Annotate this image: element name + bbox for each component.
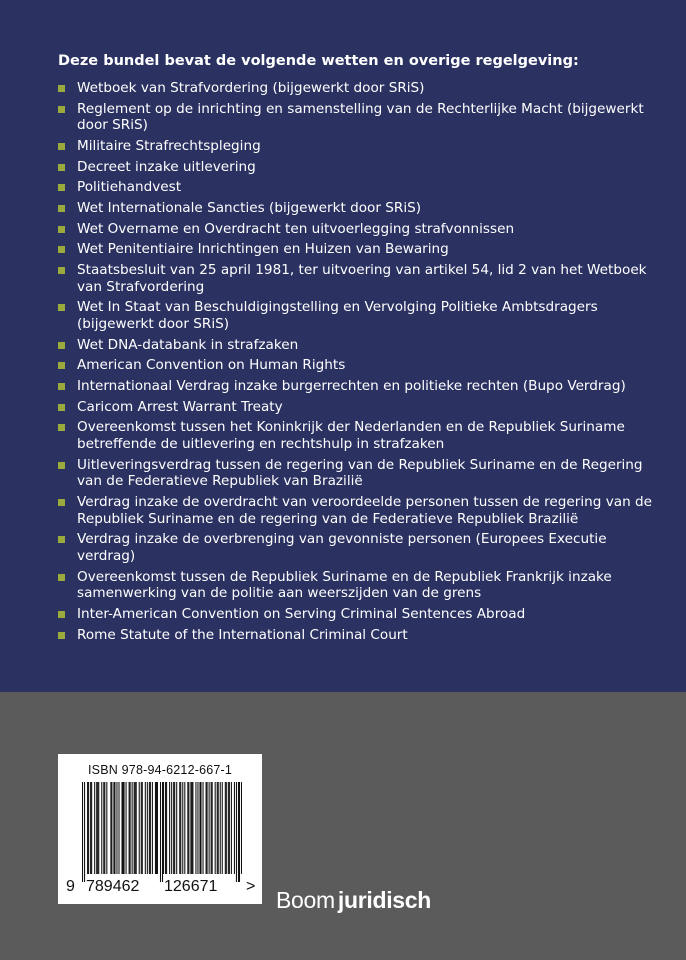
square-bullet-icon	[58, 611, 65, 618]
list-item-text: Caricom Arrest Warrant Treaty	[77, 398, 283, 415]
list-item-text: Decreet inzake uitlevering	[77, 158, 256, 175]
barcode-bar	[123, 782, 124, 874]
barcode-bar	[238, 782, 239, 882]
barcode-bar	[182, 782, 183, 874]
barcode-bar	[165, 782, 166, 874]
barcode-bar	[171, 782, 172, 874]
square-bullet-icon	[58, 143, 65, 150]
barcode-bar	[147, 782, 148, 874]
barcode-bar	[141, 782, 142, 874]
list-item-text: Wet Overname en Overdracht ten uitvoerlegging strafvonnissen	[77, 220, 515, 237]
list-item	[58, 399, 658, 416]
barcode-bar	[187, 782, 188, 874]
barcode-bar	[212, 782, 213, 874]
square-bullet-icon	[58, 246, 65, 253]
barcode-bar	[103, 782, 104, 874]
list-item	[58, 80, 658, 97]
barcode-bar	[218, 782, 219, 874]
barcode-bar	[82, 782, 83, 882]
list-item-text: Verdrag inzake de overdracht van veroordeelde personen tussen de regering van de Republiek Suriname en de regering van de Federatieve Republiek Brazilië	[77, 493, 652, 527]
barcode-bar	[135, 782, 136, 874]
barcode-bar	[116, 782, 117, 874]
barcode-bar	[88, 782, 89, 874]
list-item-text: Wet In Staat van Beschuldigingstelling en Vervolging Politieke Ambtsdragers (bijgewerkt door SRiS)	[77, 299, 598, 332]
barcode-bar	[222, 782, 223, 874]
barcode-bar	[91, 782, 92, 874]
list-item	[58, 494, 658, 527]
list-item	[58, 241, 658, 258]
barcode-bar	[156, 782, 157, 874]
list-item-text: Verdrag inzake de overbrenging van gevonniste personen (Europees Executie verdrag)	[77, 531, 607, 564]
barcode-bars	[82, 782, 242, 882]
barcode-bar	[124, 782, 125, 874]
square-bullet-icon	[58, 383, 65, 390]
list-item	[58, 569, 658, 602]
square-bullet-icon	[58, 164, 65, 171]
square-bullet-icon	[58, 85, 65, 92]
list-item-text: Politiehandvest	[77, 179, 182, 196]
square-bullet-icon	[58, 267, 65, 274]
list-item	[58, 357, 658, 374]
list-item-text: Uitleveringsverdrag tussen de regering van de Republiek Suriname en de Regering van de Federatieve Republiek van Brazilië	[77, 456, 643, 490]
list-item-text: Wetboek van Strafvordering (bijgewerkt door SRiS)	[77, 80, 425, 96]
barcode-bar	[229, 782, 230, 874]
barcode-bar	[114, 782, 115, 874]
barcode-bar	[241, 782, 242, 874]
list-item-text: Wet Penitentiaire Inrichtingen en Huizen van Bewaring	[77, 241, 449, 258]
square-bullet-icon	[58, 462, 65, 469]
barcode-bar	[176, 782, 177, 874]
square-bullet-icon	[58, 205, 65, 212]
barcode-bar	[179, 782, 180, 874]
barcode-bar	[118, 782, 119, 874]
barcode-bar	[94, 782, 95, 874]
barcode-bar	[180, 782, 181, 874]
barcode-bar	[239, 782, 240, 882]
barcode-bar	[207, 782, 208, 874]
isbn-barcode	[58, 754, 262, 904]
barcode-bar	[87, 782, 88, 874]
barcode-bar	[166, 782, 167, 874]
barcode-bar	[192, 782, 193, 874]
barcode-bar	[169, 782, 170, 874]
list-item	[58, 138, 658, 155]
barcode-bar	[220, 782, 221, 874]
square-bullet-icon	[58, 362, 65, 369]
barcode-digit-first: 9	[66, 878, 75, 895]
square-bullet-icon	[58, 184, 65, 191]
barcode-bar	[225, 782, 226, 874]
barcode-bar	[162, 782, 163, 882]
barcode-bar	[129, 782, 130, 874]
barcode-bar	[126, 782, 127, 874]
list-item-text: Overeenkomst tussen het Koninkrijk der Nederlanden en de Republiek Suriname betreffende de uitlevering en rechtshulp in strafzaken	[77, 419, 625, 452]
barcode-bar	[150, 782, 151, 874]
square-bullet-icon	[58, 226, 65, 233]
square-bullet-icon	[58, 404, 65, 411]
barcode-bar	[211, 782, 212, 874]
barcode-bar	[96, 782, 97, 874]
publisher-logo-juridisch: juridisch	[337, 887, 432, 913]
barcode-bar	[136, 782, 137, 874]
barcode-bar	[104, 782, 105, 874]
barcode-bar	[101, 782, 102, 874]
barcode-bar	[90, 782, 91, 874]
list-item	[58, 419, 658, 452]
barcode-bar	[139, 782, 140, 874]
list-item-text: Rome Statute of the International Criminal Court	[77, 626, 408, 643]
square-bullet-icon	[58, 342, 65, 349]
barcode-bar	[155, 782, 156, 874]
list-item-text: Wet DNA-databank in strafzaken	[77, 336, 299, 353]
barcode-bar	[121, 782, 122, 874]
list-item	[58, 627, 658, 644]
barcode-bar	[97, 782, 98, 874]
list-item	[58, 159, 658, 176]
barcode-bar	[110, 782, 111, 874]
list-item-text: Staatsbesluit van 25 april 1981, ter uitvoering van artikel 54, lid 2 van het Wetboek van Strafvordering	[77, 262, 647, 295]
barcode-bar	[142, 782, 143, 874]
list-item-text: Reglement op de inrichting en samenstelling van de Rechterlijke Macht (bijgewerkt door SRiS)	[77, 100, 644, 134]
barcode-bar	[157, 782, 158, 874]
barcode-bar	[209, 782, 210, 874]
barcode-bar	[130, 782, 131, 874]
barcode-bar	[226, 782, 227, 874]
list-item-text: Inter-American Convention on Serving Criminal Sentences Abroad	[77, 605, 526, 622]
publisher-logo-boom: Boom	[276, 887, 335, 913]
barcode-bar	[200, 782, 201, 874]
barcode-bar	[191, 782, 192, 874]
list-item	[58, 378, 658, 395]
barcode-bar	[184, 782, 185, 874]
square-bullet-icon	[58, 106, 65, 113]
barcode-bar	[231, 782, 232, 874]
barcode-bar	[163, 782, 164, 874]
barcode-bar	[199, 782, 200, 874]
publisher-logo	[276, 886, 431, 914]
barcode-bar	[173, 782, 174, 874]
barcode-bar	[160, 782, 161, 882]
contents-list	[58, 80, 658, 647]
barcode-digits-group-1: 789462	[86, 878, 140, 895]
barcode-bar	[203, 782, 204, 874]
list-item-text: American Convention on Human Rights	[77, 357, 346, 374]
barcode-digits-group-2: 126671	[164, 878, 218, 895]
barcode-arrow: >	[246, 878, 256, 895]
list-item-text: Overeenkomst tussen de Republiek Suriname en de Republiek Frankrijk inzake samenwerking van de politie aan weerszijden van de grens	[77, 568, 612, 602]
barcode-bar	[174, 782, 175, 874]
barcode-bar	[106, 782, 107, 874]
list-item	[58, 606, 658, 623]
barcode-bar	[195, 782, 196, 874]
barcode-bar	[132, 782, 133, 874]
list-item	[58, 299, 658, 332]
barcode-bar	[217, 782, 218, 874]
barcode-bar	[228, 782, 229, 874]
list-item	[58, 101, 658, 134]
barcode-bar	[98, 782, 99, 874]
square-bullet-icon	[58, 304, 65, 311]
list-item	[58, 179, 658, 196]
barcode-bar	[134, 782, 135, 874]
barcode-bar	[188, 782, 189, 874]
list-item	[58, 531, 658, 564]
list-item	[58, 200, 658, 217]
list-item	[58, 337, 658, 354]
square-bullet-icon	[58, 574, 65, 581]
barcode-bar	[149, 782, 150, 874]
square-bullet-icon	[58, 536, 65, 543]
barcode-bar	[206, 782, 207, 874]
contents-heading: Deze bundel bevat de volgende wetten en overige regelgeving:	[58, 53, 579, 69]
barcode-bar	[84, 782, 85, 882]
list-item-text: Militaire Strafrechtspleging	[77, 137, 261, 154]
list-item	[58, 457, 658, 490]
list-item	[58, 262, 658, 295]
barcode-bar	[152, 782, 153, 874]
barcode-bar	[234, 782, 235, 874]
list-item-text: Wet Internationale Sancties (bijgewerkt door SRiS)	[77, 200, 422, 217]
square-bullet-icon	[58, 499, 65, 506]
barcode-digits	[66, 878, 262, 898]
list-item	[58, 221, 658, 238]
barcode-bar	[190, 782, 191, 874]
barcode-bar	[215, 782, 216, 874]
barcode-bar	[236, 782, 237, 882]
square-bullet-icon	[58, 424, 65, 431]
barcode-bar	[113, 782, 114, 874]
barcode-bar	[145, 782, 146, 874]
square-bullet-icon	[58, 632, 65, 639]
list-item-text: Internationaal Verdrag inzake burgerrechten en politieke rechten (Bupo Verdrag)	[77, 378, 626, 395]
barcode-bar	[197, 782, 198, 874]
isbn-label: ISBN 978-94-6212-667-1	[88, 763, 233, 777]
barcode-bar	[111, 782, 112, 874]
